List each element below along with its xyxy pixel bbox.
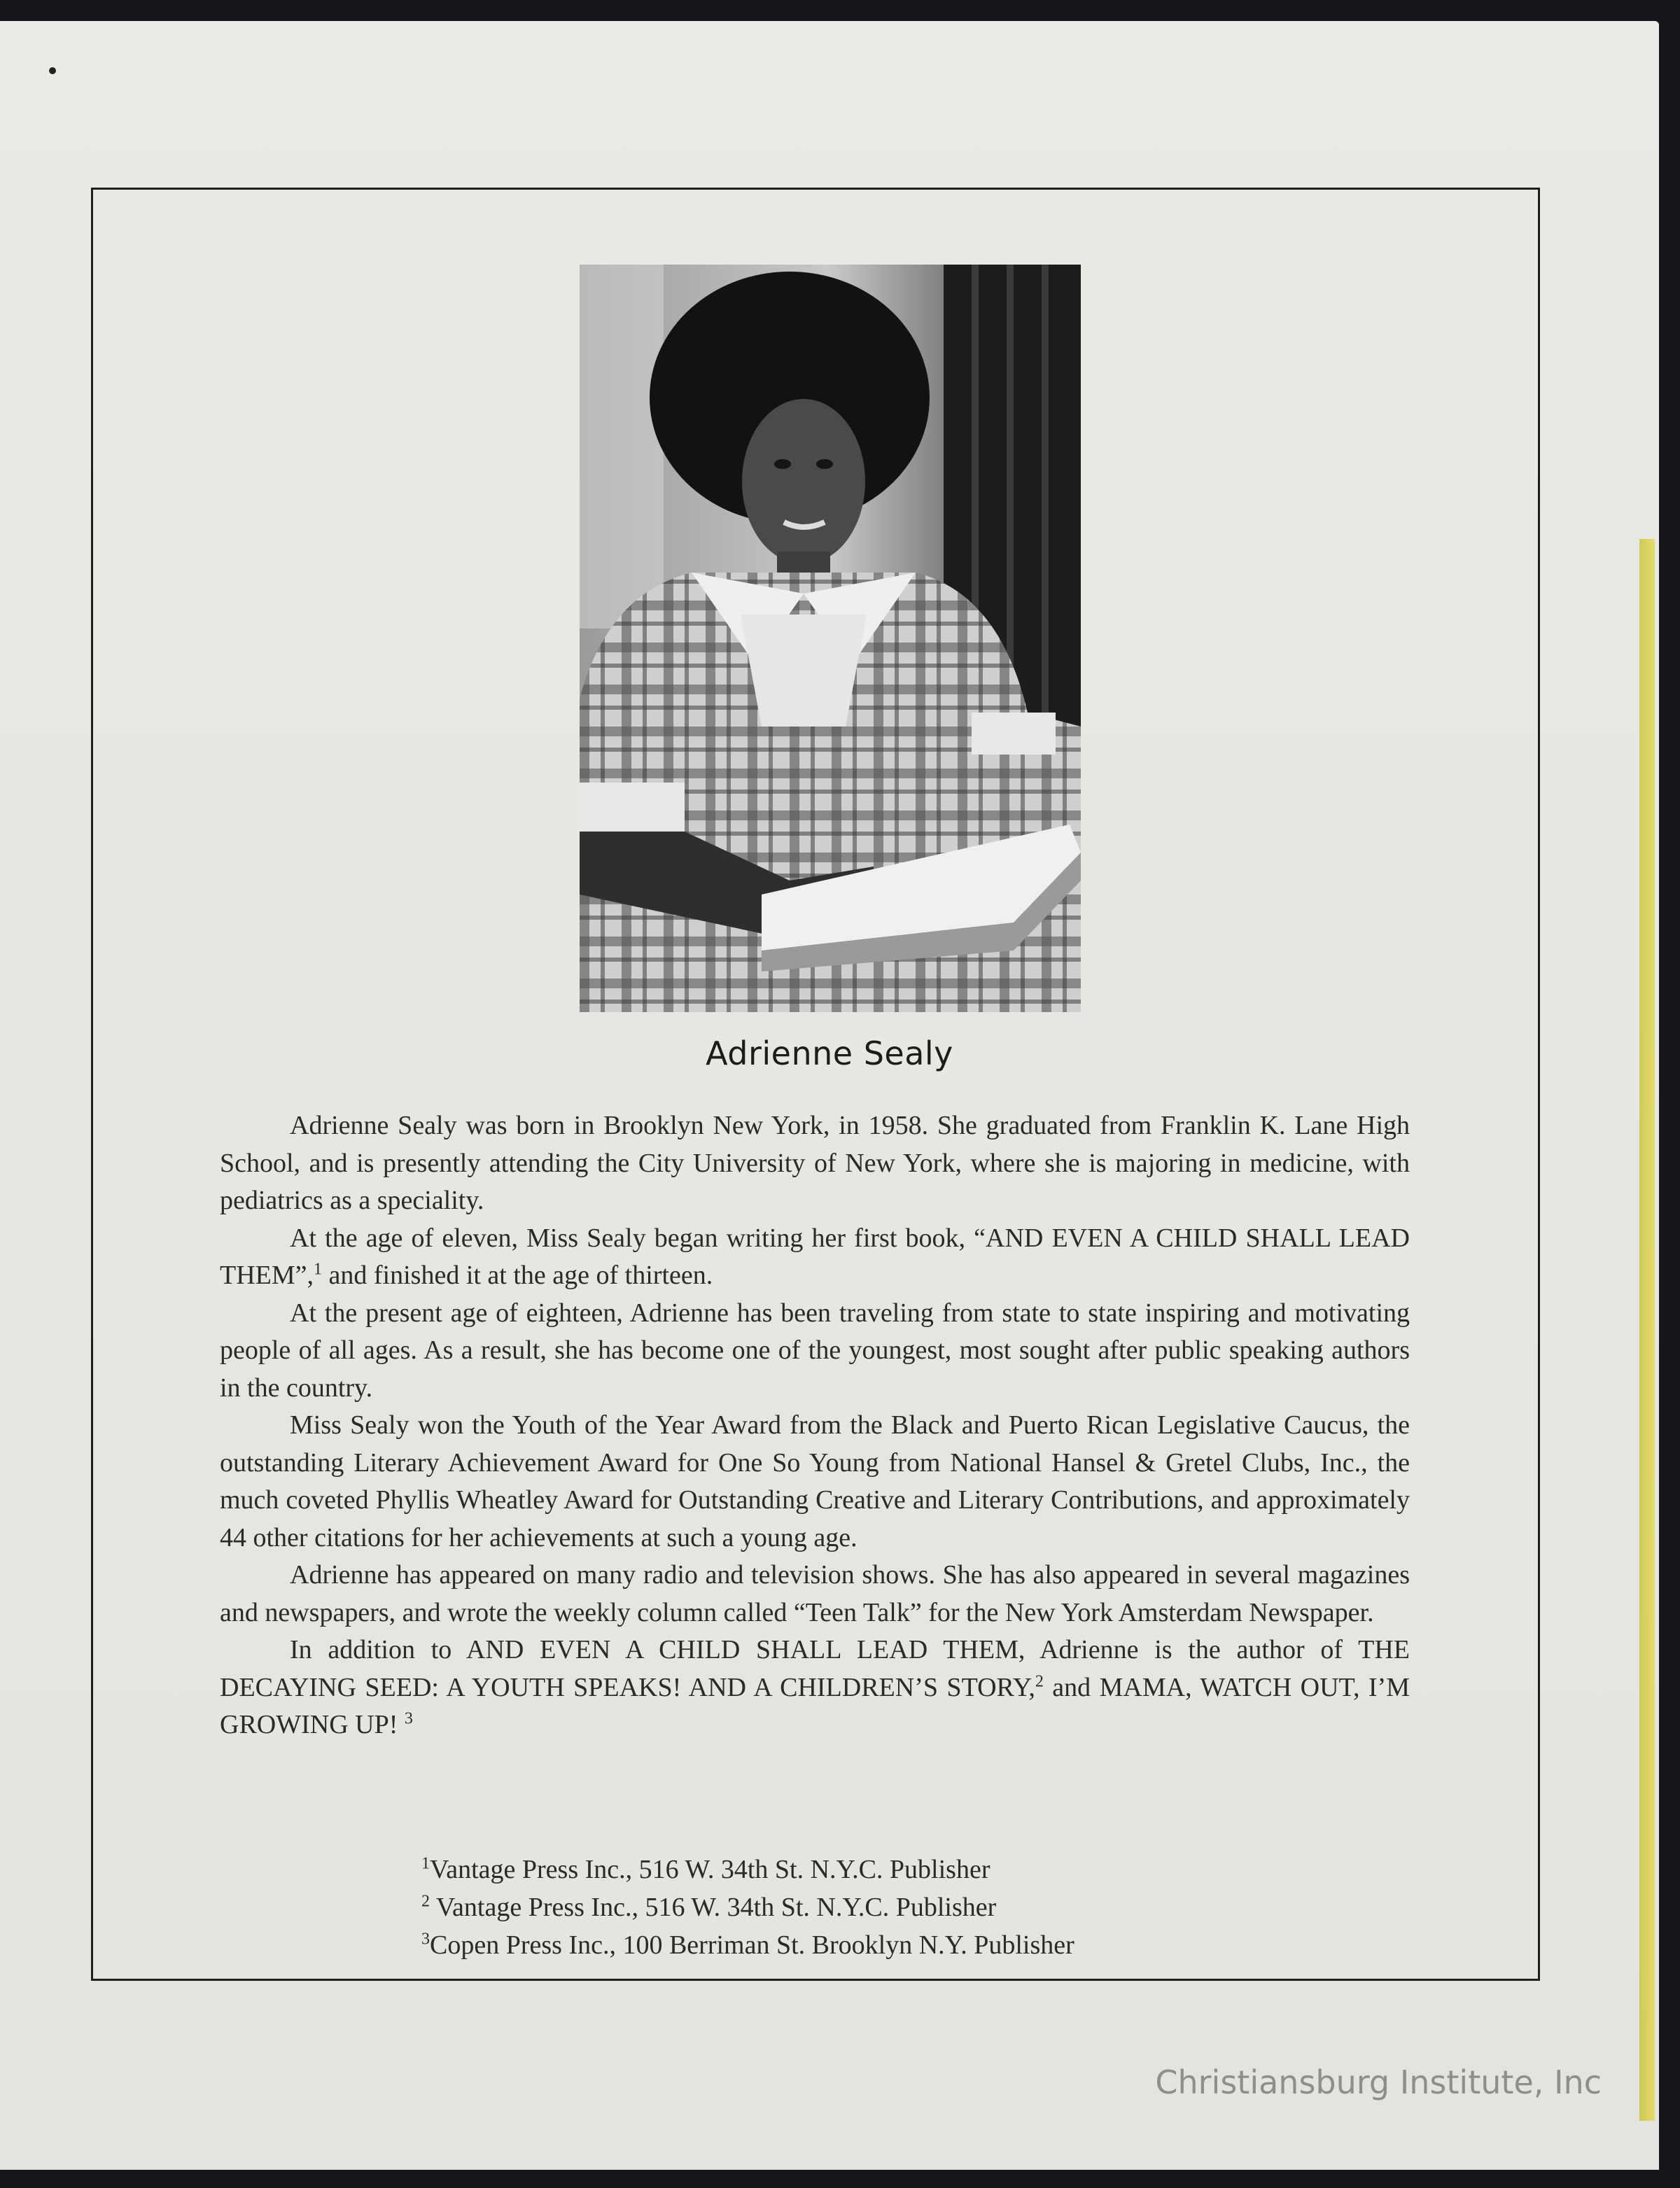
bio-paragraph: Adrienne Sealy was born in Brooklyn New York, in 1958. She graduated from Franklin K. Lane High School, and is presently attending the City University of New York, where she is majoring in medicine, with pediatrics as a speciality. [220, 1111, 1410, 1215]
bio-text-segment: At the age of eleven, Miss Sealy began writing her first book, “AND EVEN A CHILD SHALL LEAD THEM”, [220, 1223, 1410, 1290]
footnote-text: Vantage Press Inc., 516 W. 34th St. N.Y.C. Publisher [430, 1855, 990, 1884]
footnote-item [421, 1888, 1074, 1926]
portrait-photo-illustration [580, 265, 1081, 1012]
footnote-item [421, 1926, 1074, 1964]
portrait-photo [580, 265, 1081, 1012]
bio-paragraph [220, 1632, 1410, 1744]
page-edge-shadow [1639, 539, 1655, 2121]
bio-paragraph [220, 1220, 1410, 1295]
biography-text [220, 1107, 1410, 1744]
footnote-number: 1 [421, 1854, 430, 1873]
footnote-reference: 2 [1035, 1671, 1044, 1690]
footnote-reference: 1 [314, 1260, 323, 1279]
bio-text-segment: In addition to AND EVEN A CHILD SHALL LEAD THEM, Adrienne is the author of THE DECAYING SEED: A YOUTH SPEAKS! AND A CHILDREN’S STORY, [220, 1635, 1410, 1702]
footnotes-list [421, 1851, 1074, 1964]
bio-text-segment: and finished it at the age of thirteen. [322, 1261, 713, 1290]
institution-watermark: Christiansburg Institute, Inc [1155, 2063, 1602, 2101]
bio-paragraph: Adrienne has appeared on many radio and television shows. She has also appeared in several magazines and newspapers, and wrote the weekly column called “Teen Talk” for the New York Amsterdam Newspaper. [220, 1560, 1410, 1627]
footnote-item [421, 1851, 1074, 1888]
bio-paragraph: Miss Sealy won the Youth of the Year Award from the Black and Puerto Rican Legislative Caucus, the outstanding Literary Achievement Award for One So Young from National Hansel & Gretel Clubs, Inc., the much coveted Phyllis Wheatley Award for Outstanding Creative and Literary Contributions, and approximately 44 other citations for her achievements at such a young age. [220, 1410, 1410, 1552]
ink-speck [49, 67, 56, 74]
footnote-text: Vantage Press Inc., 516 W. 34th St. N.Y.C. Publisher [430, 1893, 997, 1922]
footnote-reference: 3 [404, 1709, 413, 1728]
footnote-number: 2 [421, 1892, 430, 1911]
subject-name-caption: Adrienne Sealy [706, 1035, 953, 1072]
footnote-text: Copen Press Inc., 100 Berriman St. Brooklyn N.Y. Publisher [430, 1930, 1074, 1960]
bio-paragraph: At the present age of eighteen, Adrienne has been traveling from state to state inspiring and motivating people of all ages. As a result, she has become one of the youngest, most sought after public speaking authors in the country. [220, 1298, 1410, 1403]
bio-text-segment: and MAMA, WATCH OUT, I’M GROWING UP! [220, 1672, 1410, 1739]
footnote-number: 3 [421, 1930, 430, 1949]
